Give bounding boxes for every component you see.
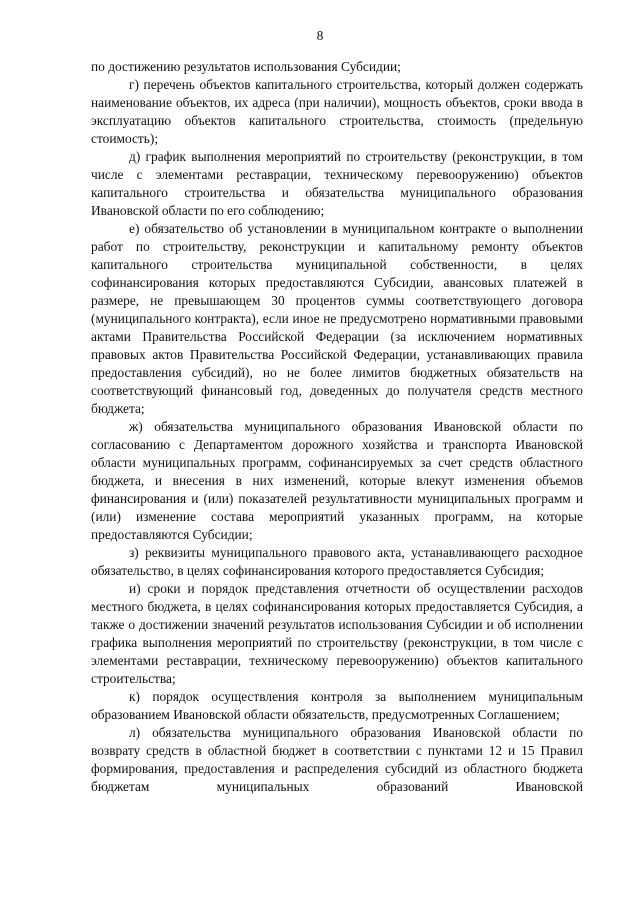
paragraph-item-l: л) обязательства муниципального образования Ивановской области по возврату средств в областной бюджет в соответствии с пунктами 12 и 15 Правил формирования, предоставления и распределения субсидий из областного бюджета бюджетам муниципальных образований Ивановской xyxy=(91,725,583,794)
document-body xyxy=(91,58,583,796)
paragraph-item-z: з) реквизиты муниципального правового акта, устанавливающего расходное обязательство, в целях софинансирования которого предоставляется Субсидия; xyxy=(91,545,583,578)
paragraph-continuation: по достижению результатов использования Субсидии; xyxy=(91,59,401,74)
paragraph-item-zh: ж) обязательства муниципального образования Ивановской области по согласованию с Департаментом дорожного хозяйства и транспорта Ивановской области муниципальных программ, софинансируемых за счет средств областного бюджета, и внесения в них изменений, которые влекут изменения объемов финансирования и (или) показателей результативности муниципальных программ и (или) изменение состава мероприятий указанных программ, на которые предоставляются Субсидии; xyxy=(91,419,583,542)
paragraph-item-k: к) порядок осуществления контроля за выполнением муниципальным образованием Ивановской области обязательств, предусмотренных Соглашением; xyxy=(91,689,583,722)
paragraph-item-g: г) перечень объектов капитального строительства, который должен содержать наименование объектов, их адреса (при наличии), мощность объектов, сроки ввода в эксплуатацию объектов капитального строительства, стоимость (предельную стоимость); xyxy=(91,77,583,146)
page-number: 8 xyxy=(316,28,324,43)
paragraph-item-i: и) сроки и порядок представления отчетности об осуществлении расходов местного бюджета, в целях софинансирования которых предоставляется Субсидия, а также о достижении значений результатов использования Субсидии и об исполнении графика выполнения мероприятий по строительству (реконструкции, в том числе с элементами реставрации, техническому перевооружению) объектов капитального строительства; xyxy=(91,581,583,686)
paragraph-item-d: д) график выполнения мероприятий по строительству (реконструкции, в том числе с элементами реставрации, техническому перевооружению) объектов капитального строительства и обязательства муниципального образования Ивановской области по его соблюдению; xyxy=(91,149,583,218)
paragraph-item-e: е) обязательство об установлении в муниципальном контракте о выполнении работ по строительству, реконструкции и капитальному ремонту объектов капитального строительства муниципальной собственности, в целях софинансирования которых предоставляются Субсидии, авансовых платежей в размере, не превышающем 30 процентов суммы соответствующего договора (муниципального контракта), если иное не предусмотрено нормативными правовыми актами Правительства Российской Федерации (за исключением нормативных правовых актов Правительства Российской Федерации, устанавливающих правила предоставления субсидий), но не более лимитов бюджетных обязательств на соответствующий финансовый год, доведенных до получателя средств местного бюджета; xyxy=(91,221,583,416)
